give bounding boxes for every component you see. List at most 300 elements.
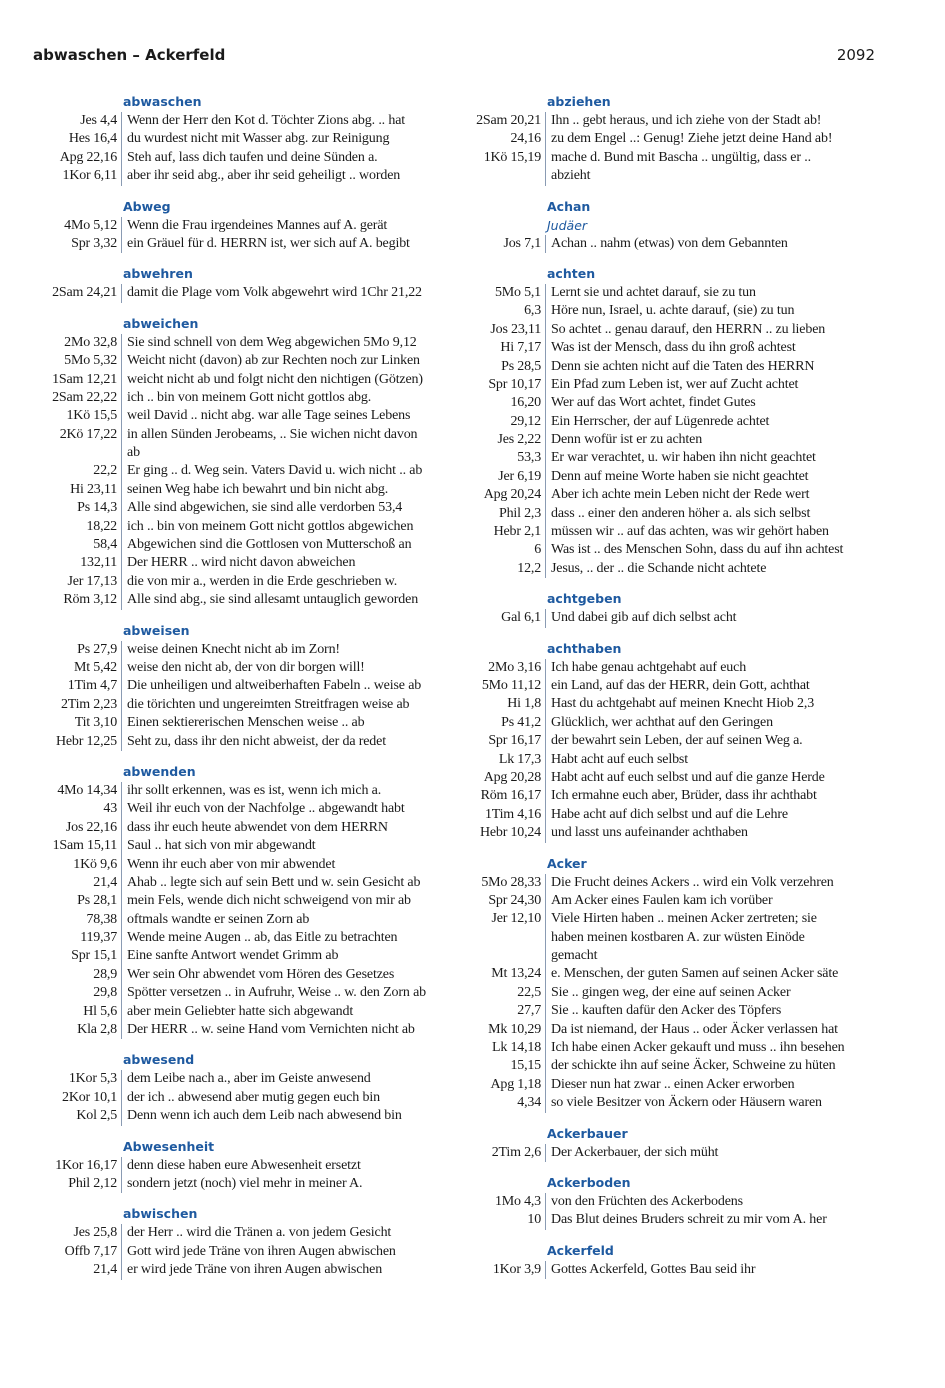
citation-line — [33, 149, 443, 167]
verse-excerpt: Achan .. nahm (etwas) von dem Gebannten — [551, 235, 788, 251]
verse-excerpt: aber mein Geliebter hatte sich abgewandt — [127, 1003, 354, 1019]
verse-reference: Ps 28,1 — [33, 892, 122, 910]
verse-reference: 4,34 — [457, 1094, 546, 1112]
concordance-entry — [457, 1173, 867, 1230]
verse-reference: Offb 7,17 — [33, 1243, 122, 1261]
citation-line — [33, 217, 443, 235]
citation-line — [457, 947, 867, 965]
citation-line — [33, 1157, 443, 1175]
headword: Achan — [547, 198, 591, 214]
verse-excerpt: Der Ackerbauer, der sich müht — [551, 1144, 719, 1160]
verse-excerpt: weise deinen Knecht nicht ab im Zorn! — [127, 641, 340, 657]
citation-line — [457, 149, 867, 167]
verse-reference: Jer 6,19 — [457, 468, 546, 486]
verse-reference: Hl 5,6 — [33, 1003, 122, 1021]
headword: achthaben — [547, 640, 622, 656]
citation-line — [457, 112, 867, 130]
verse-reference: 28,9 — [33, 966, 122, 984]
citation-line — [457, 910, 867, 928]
verse-reference: 1Kor 3,9 — [457, 1261, 546, 1279]
verse-reference: 18,22 — [33, 518, 122, 536]
verse-reference: Mt 13,24 — [457, 965, 546, 983]
verse-reference: Röm 16,17 — [457, 787, 546, 805]
verse-excerpt: Spötter versetzen .. in Aufruhr, Weise .. w. den Zorn ab — [127, 985, 426, 1001]
citation-line — [33, 837, 443, 855]
verse-excerpt: Habt acht auf euch selbst und auf die ganze Herde — [551, 769, 825, 785]
verse-excerpt: Glücklich, wer achthat auf den Geringen — [551, 714, 773, 730]
verse-excerpt: Wer sein Ohr abwendet vom Hören des Gesetzes — [127, 966, 395, 982]
citation-line — [457, 486, 867, 504]
concordance-entry — [33, 264, 443, 302]
citation-line — [33, 444, 443, 462]
citation-line — [457, 1057, 867, 1075]
citation-line — [457, 824, 867, 842]
verse-excerpt: Denn wofür ist er zu achten — [551, 432, 703, 448]
concordance-entry — [33, 92, 443, 186]
verse-excerpt: gemacht — [551, 948, 598, 964]
headword: abziehen — [547, 94, 611, 109]
verse-excerpt: Höre nun, Israel, u. achte darauf, (sie) zu tun — [551, 303, 795, 319]
verse-reference: 21,4 — [33, 874, 122, 892]
verse-reference: Mt 5,42 — [33, 659, 122, 677]
verse-excerpt: und lasst uns aufeinander achthaben — [551, 825, 748, 841]
citation-line — [33, 641, 443, 659]
verse-reference: 1Kö 15,5 — [33, 407, 122, 425]
verse-reference: 27,7 — [457, 1002, 546, 1020]
citation-line — [457, 659, 867, 677]
verse-excerpt: Aber ich achte mein Leben nicht der Rede wert — [551, 487, 810, 503]
headword: abwenden — [123, 763, 196, 779]
citation-line — [457, 321, 867, 339]
verse-excerpt: Weicht nicht (davon) ab zur Rechten noch zur Linken — [127, 353, 420, 369]
citation-line — [33, 407, 443, 425]
verse-excerpt: Gottes Ackerfeld, Gottes Bau seid ihr — [551, 1261, 756, 1277]
verse-excerpt: Saul .. hat sich von mir abgewandt — [127, 838, 316, 854]
citation-line — [33, 947, 443, 965]
verse-excerpt: Seht zu, dass ihr den nicht abweist, der da redet — [127, 733, 386, 749]
verse-reference: Ps 28,5 — [457, 358, 546, 376]
verse-excerpt: Was ist der Mensch, dass du ihn groß achtest — [551, 340, 796, 356]
verse-excerpt: der ich .. abwesend aber mutig gegen euch bin — [127, 1089, 380, 1105]
verse-excerpt: Da ist niemand, der Haus .. oder Äcker verlassen hat — [551, 1021, 838, 1037]
citation-line — [33, 659, 443, 677]
citation-line — [33, 389, 443, 407]
verse-reference: Jos 22,16 — [33, 819, 122, 837]
citation-line — [33, 1089, 443, 1107]
citation-line — [33, 892, 443, 910]
citation-line — [33, 929, 443, 947]
verse-excerpt: Sie sind schnell von dem Weg abgewichen 5Mo 9,12 — [127, 334, 417, 350]
citation-line — [457, 284, 867, 302]
verse-excerpt: dem Leibe nach a., aber im Geiste anwesend — [127, 1071, 371, 1087]
verse-reference: Hebr 12,25 — [33, 733, 122, 751]
verse-reference: Spr 24,30 — [457, 892, 546, 910]
verse-reference: 2Mo 32,8 — [33, 334, 122, 352]
citation-line — [33, 1175, 443, 1193]
citation-line — [33, 782, 443, 800]
verse-excerpt: Lernt sie und achtet darauf, sie zu tun — [551, 284, 756, 300]
citation-line — [33, 696, 443, 714]
verse-excerpt: Ein Herrscher, der auf Lügenrede achtet — [551, 413, 770, 429]
verse-excerpt: zu dem Engel ..: Genug! Ziehe jetzt deine Hand ab! — [551, 131, 833, 147]
verse-excerpt: ein Gräuel für d. HERRN ist, wer sich auf A. begibt — [127, 235, 410, 251]
verse-reference: 78,38 — [33, 911, 122, 929]
verse-reference: 2Mo 3,16 — [457, 659, 546, 677]
concordance-entry — [33, 621, 443, 751]
verse-reference: Lk 17,3 — [457, 751, 546, 769]
verse-excerpt: Wenn ihr euch aber von mir abwendet — [127, 856, 336, 872]
citation-line — [33, 573, 443, 591]
verse-reference: 29,12 — [457, 413, 546, 431]
citation-line — [33, 800, 443, 818]
verse-excerpt: Er war verachtet, u. wir haben ihn nicht geachtet — [551, 450, 816, 466]
citation-line — [33, 677, 443, 695]
verse-excerpt: Dieser nun hat zwar .. einen Acker erworben — [551, 1076, 795, 1092]
verse-reference: 132,11 — [33, 554, 122, 572]
citation-line — [33, 1243, 443, 1261]
citation-line — [33, 481, 443, 499]
concordance-entry — [457, 1124, 867, 1162]
citation-line — [33, 714, 443, 732]
verse-excerpt: e. Menschen, der guten Samen auf seinen Acker säte — [551, 966, 839, 982]
verse-excerpt: aber ihr seid abg., aber ihr seid geheiligt .. worden — [127, 168, 401, 184]
citation-line — [457, 695, 867, 713]
verse-excerpt: mache d. Bund mit Bascha .. ungültig, dass er .. — [551, 149, 811, 165]
verse-excerpt: Alle sind abg., sie sind allesamt untauglich geworden — [127, 592, 419, 608]
citation-line — [457, 984, 867, 1002]
verse-excerpt: Jesus, .. der .. die Schande nicht achtete — [551, 560, 767, 576]
verse-excerpt: weicht nicht ab und folgt nicht den nichtigen (Götzen) — [127, 371, 423, 387]
verse-reference: Jos 7,1 — [457, 235, 546, 253]
verse-reference: 29,8 — [33, 984, 122, 1002]
verse-reference: Ps 27,9 — [33, 641, 122, 659]
verse-reference: 24,16 — [457, 130, 546, 148]
verse-excerpt: Ahab .. legte sich auf sein Bett und w. sein Gesicht ab — [127, 874, 421, 890]
verse-excerpt: Abgewichen sind die Gottlosen von Mutterschoß an — [127, 537, 412, 553]
concordance-entry — [457, 854, 867, 1113]
citation-line — [457, 609, 867, 627]
headword: abwaschen — [123, 94, 202, 109]
verse-excerpt: dass .. einer den anderen höher a. als sich selbst — [551, 505, 811, 521]
verse-excerpt: weil David .. nicht abg. war alle Tage seines Lebens — [127, 408, 411, 424]
verse-excerpt: damit die Plage vom Volk abgewehrt wird 1Chr 21,22 — [127, 285, 422, 301]
concordance-entry — [457, 589, 867, 627]
verse-excerpt: ihr sollt erkennen, was es ist, wenn ich mich a. — [127, 782, 382, 798]
verse-reference: Hes 16,4 — [33, 130, 122, 148]
verse-excerpt: Denn wenn ich auch dem Leib nach abwesend bin — [127, 1108, 402, 1124]
verse-reference — [457, 947, 546, 965]
verse-excerpt: ich .. bin von meinem Gott nicht gottlos abgewichen — [127, 518, 414, 534]
citation-line — [457, 732, 867, 750]
verse-excerpt: Sie .. kauften dafür den Acker des Töpfers — [551, 1003, 782, 1019]
concordance-entry — [457, 639, 867, 843]
verse-excerpt: in allen Sünden Jerobeams, .. Sie wichen nicht davon — [127, 426, 418, 442]
verse-excerpt: der bewahrt sein Leben, der auf seinen Weg a. — [551, 733, 803, 749]
verse-reference: 58,4 — [33, 536, 122, 554]
right-column — [457, 92, 867, 1290]
verse-reference: Jer 17,13 — [33, 573, 122, 591]
verse-excerpt: Steh auf, lass dich taufen und deine Sünden a. — [127, 149, 378, 165]
verse-excerpt: So achtet .. genau darauf, den HERRN .. zu lieben — [551, 321, 826, 337]
verse-reference: 2Sam 22,22 — [33, 389, 122, 407]
verse-reference: Hi 23,11 — [33, 481, 122, 499]
concordance-entry — [33, 314, 443, 610]
citation-line — [457, 1039, 867, 1057]
citation-line — [457, 1144, 867, 1162]
verse-reference: 1Kor 5,3 — [33, 1070, 122, 1088]
verse-excerpt: Ich habe genau achtgehabt auf euch — [551, 659, 747, 675]
citation-line — [33, 130, 443, 148]
verse-reference: Phil 2,12 — [33, 1175, 122, 1193]
verse-excerpt: Er ging .. d. Weg sein. Vaters David u. wich nicht .. ab — [127, 463, 423, 479]
verse-reference: Kol 2,5 — [33, 1107, 122, 1125]
verse-excerpt: seinen Weg habe ich bewahrt und bin nicht abg. — [127, 481, 389, 497]
verse-excerpt: von den Früchten des Ackerbodens — [551, 1193, 743, 1209]
verse-reference: Spr 10,17 — [457, 376, 546, 394]
citation-line — [33, 334, 443, 352]
citation-line — [33, 284, 443, 302]
verse-reference: Jes 25,8 — [33, 1224, 122, 1242]
headword: Abweg — [123, 198, 171, 214]
citation-line — [33, 1261, 443, 1279]
headword: Acker — [547, 855, 587, 871]
verse-excerpt: Weil ihr euch von der Nachfolge .. abgewandt habt — [127, 801, 405, 817]
verse-excerpt: Einen sektiererischen Menschen weise .. ab — [127, 715, 365, 731]
citation-line — [33, 352, 443, 370]
verse-reference: 1Kö 9,6 — [33, 856, 122, 874]
concordance-entry — [33, 1050, 443, 1125]
verse-reference: 2Tim 2,6 — [457, 1144, 546, 1162]
verse-excerpt: der Herr .. wird die Tränen a. von jedem Gesicht — [127, 1225, 392, 1241]
verse-excerpt: Ein Pfad zum Leben ist, wer auf Zucht achtet — [551, 376, 799, 392]
citation-line — [33, 966, 443, 984]
verse-excerpt: der schickte ihn auf seine Äcker, Schweine zu hüten — [551, 1058, 836, 1074]
verse-excerpt: ein Land, auf das der HERR, dein Gott, achthat — [551, 677, 810, 693]
verse-reference: 16,20 — [457, 394, 546, 412]
page-number: 2092 — [836, 46, 875, 64]
verse-excerpt: müssen wir .. auf das achten, was wir gehört haben — [551, 524, 829, 540]
concordance-entry — [457, 1241, 867, 1279]
verse-reference: 1Sam 12,21 — [33, 371, 122, 389]
verse-excerpt: Eine sanfte Antwort wendet Grimm ab — [127, 948, 339, 964]
verse-excerpt: Wenn der Herr den Kot d. Töchter Zions abg. .. hat — [127, 113, 406, 128]
verse-excerpt: ich .. bin von meinem Gott nicht gottlos abg. — [127, 389, 372, 405]
verse-reference: Apg 20,28 — [457, 769, 546, 787]
citation-line — [33, 1107, 443, 1125]
citation-line — [457, 751, 867, 769]
verse-excerpt: Am Acker eines Faulen kam ich vorüber — [551, 892, 773, 908]
verse-excerpt: dass ihr euch heute abwendet von dem HERRN — [127, 819, 388, 835]
verse-excerpt: Habe acht auf dich selbst und auf die Lehre — [551, 806, 788, 822]
citation-line — [457, 787, 867, 805]
verse-reference: Spr 16,17 — [457, 732, 546, 750]
verse-reference: Apg 22,16 — [33, 149, 122, 167]
verse-excerpt: mein Fels, wende dich nicht schweigend von mir ab — [127, 893, 411, 909]
verse-excerpt: Habt acht auf euch selbst — [551, 751, 688, 767]
verse-excerpt: Die unheiligen und altweiberhaften Fabeln .. weise ab — [127, 678, 422, 694]
verse-excerpt: die von mir a., werden in die Erde geschrieben w. — [127, 573, 398, 589]
citation-line — [457, 965, 867, 983]
verse-reference: Gal 6,1 — [457, 609, 546, 627]
citation-line — [457, 1261, 867, 1279]
citation-line — [33, 1224, 443, 1242]
citation-line — [457, 677, 867, 695]
citation-line — [457, 714, 867, 732]
verse-reference: Röm 3,12 — [33, 591, 122, 609]
verse-excerpt: Und dabei gib auf dich selbst acht — [551, 610, 737, 626]
verse-reference: Mk 10,29 — [457, 1021, 546, 1039]
verse-excerpt: Wenn die Frau irgendeines Mannes auf A. gerät — [127, 217, 388, 233]
verse-excerpt: Sie .. gingen weg, der eine auf seinen Acker — [551, 984, 791, 1000]
verse-reference: Jes 2,22 — [457, 431, 546, 449]
verse-reference: Hi 1,8 — [457, 695, 546, 713]
verse-excerpt: Ich ermahne euch aber, Brüder, dass ihr achthabt — [551, 788, 817, 804]
verse-reference: 2Tim 2,23 — [33, 696, 122, 714]
citation-line — [457, 468, 867, 486]
citation-line — [457, 339, 867, 357]
verse-excerpt: du wurdest nicht mit Wasser abg. zur Reinigung — [127, 131, 390, 147]
verse-reference: Ps 14,3 — [33, 499, 122, 517]
verse-reference: Tit 3,10 — [33, 714, 122, 732]
verse-excerpt: Wende meine Augen .. ab, das Eitle zu betrachten — [127, 930, 398, 946]
headword: achten — [547, 265, 596, 281]
verse-reference: 4Mo 5,12 — [33, 217, 122, 235]
citation-line — [33, 518, 443, 536]
verse-reference: 1Tim 4,7 — [33, 677, 122, 695]
headword: abweisen — [123, 622, 190, 638]
headword: abwischen — [123, 1206, 198, 1222]
verse-reference — [33, 444, 122, 462]
headword: Abwesenheit — [123, 1138, 215, 1154]
citation-line — [33, 112, 443, 130]
citation-line — [33, 733, 443, 751]
verse-excerpt: Ich habe einen Acker gekauft und muss .. ihn besehen — [551, 1040, 845, 1056]
verse-reference: Hebr 10,24 — [457, 824, 546, 842]
citation-line — [457, 431, 867, 449]
citation-line — [33, 536, 443, 554]
verse-reference: Hebr 2,1 — [457, 523, 546, 541]
headword: abwehren — [123, 266, 193, 282]
citation-line — [457, 167, 867, 185]
verse-reference: 22,2 — [33, 462, 122, 480]
verse-reference: Spr 15,1 — [33, 947, 122, 965]
concordance-entry — [33, 1137, 443, 1194]
verse-reference: Lk 14,18 — [457, 1039, 546, 1057]
verse-excerpt: die törichten und ungereimten Streitfragen weise ab — [127, 696, 410, 712]
verse-reference: 15,15 — [457, 1057, 546, 1075]
verse-reference: Jos 23,11 — [457, 321, 546, 339]
citation-line — [33, 462, 443, 480]
citation-line — [33, 554, 443, 572]
verse-reference: 6,3 — [457, 302, 546, 320]
verse-reference: 5Mo 11,12 — [457, 677, 546, 695]
verse-excerpt: denn diese haben eure Abwesenheit ersetzt — [127, 1157, 361, 1173]
verse-excerpt: sondern jetzt (noch) viel mehr in meiner A. — [127, 1175, 363, 1191]
citation-line — [457, 413, 867, 431]
citation-line — [457, 929, 867, 947]
headword: achtgeben — [547, 591, 622, 607]
verse-reference: Hi 7,17 — [457, 339, 546, 357]
citation-line — [33, 874, 443, 892]
citation-line — [33, 371, 443, 389]
verse-reference: 1Tim 4,16 — [457, 806, 546, 824]
citation-line — [457, 541, 867, 559]
citation-line — [33, 591, 443, 609]
verse-reference: 12,2 — [457, 560, 546, 578]
verse-excerpt: Gott wird jede Träne von ihren Augen abwischen — [127, 1243, 396, 1259]
verse-reference: 5Mo 5,32 — [33, 352, 122, 370]
citation-line — [457, 1002, 867, 1020]
citation-line — [33, 984, 443, 1002]
citation-line — [33, 235, 443, 253]
citation-line — [457, 130, 867, 148]
verse-excerpt: abzieht — [551, 168, 591, 184]
verse-excerpt: ab — [127, 445, 140, 461]
concordance-entry — [33, 197, 443, 254]
citation-line — [457, 358, 867, 376]
concordance-entry — [33, 1204, 443, 1279]
verse-excerpt: Der HERR .. w. seine Hand vom Vernichten nicht ab — [127, 1022, 415, 1038]
concordance-entry — [457, 92, 867, 186]
verse-reference: 4Mo 14,34 — [33, 782, 122, 800]
headword: Ackerboden — [547, 1174, 631, 1190]
verse-reference: 2Sam 20,21 — [457, 112, 546, 130]
verse-reference: 2Kor 10,1 — [33, 1089, 122, 1107]
citation-line — [457, 1021, 867, 1039]
verse-excerpt: Was ist .. des Menschen Sohn, dass du auf ihn achtest — [551, 542, 844, 558]
citation-line — [33, 167, 443, 185]
citation-line — [457, 874, 867, 892]
citation-line — [457, 1211, 867, 1229]
verse-excerpt: Wer auf das Wort achtet, findet Gutes — [551, 395, 756, 411]
verse-reference: Kla 2,8 — [33, 1021, 122, 1039]
citation-line — [457, 302, 867, 320]
citation-line — [33, 499, 443, 517]
verse-excerpt: Die Frucht deines Ackers .. wird ein Volk verzehren — [551, 874, 834, 890]
verse-reference: 43 — [33, 800, 122, 818]
citation-line — [33, 426, 443, 444]
verse-reference — [457, 929, 546, 947]
headword: abweichen — [123, 315, 199, 331]
verse-reference: 53,3 — [457, 449, 546, 467]
verse-reference — [457, 167, 546, 185]
concordance-entry — [33, 762, 443, 1039]
headword: Ackerfeld — [547, 1242, 614, 1258]
left-column — [33, 92, 443, 1291]
verse-reference: 1Mo 4,3 — [457, 1193, 546, 1211]
verse-excerpt: Ihn .. gebt heraus, und ich ziehe von der Stadt ab! — [551, 113, 822, 128]
verse-excerpt: so viele Besitzer von Äckern oder Häusern waren — [551, 1095, 822, 1111]
citation-line — [33, 911, 443, 929]
verse-excerpt: Denn auf meine Worte haben sie nicht geachtet — [551, 468, 809, 484]
verse-excerpt: oftmals wandte er seinen Zorn ab — [127, 911, 310, 927]
citation-line — [457, 505, 867, 523]
verse-reference: Phil 2,3 — [457, 505, 546, 523]
citation-line — [457, 892, 867, 910]
verse-reference: Spr 3,32 — [33, 235, 122, 253]
verse-reference: 5Mo 28,33 — [457, 874, 546, 892]
verse-reference: Jer 12,10 — [457, 910, 546, 928]
verse-reference: 1Kö 15,19 — [457, 149, 546, 167]
headword: Ackerbauer — [547, 1125, 628, 1141]
citation-line — [457, 449, 867, 467]
citation-line — [457, 1094, 867, 1112]
verse-excerpt: Alle sind abgewichen, sie sind alle verdorben 53,4 — [127, 500, 403, 516]
verse-excerpt: haben meinen kostbaren A. zur wüsten Einöde — [551, 929, 805, 945]
verse-reference: Apg 20,24 — [457, 486, 546, 504]
verse-excerpt: er wird jede Träne von ihren Augen abwischen — [127, 1262, 383, 1278]
citation-line — [33, 1021, 443, 1039]
